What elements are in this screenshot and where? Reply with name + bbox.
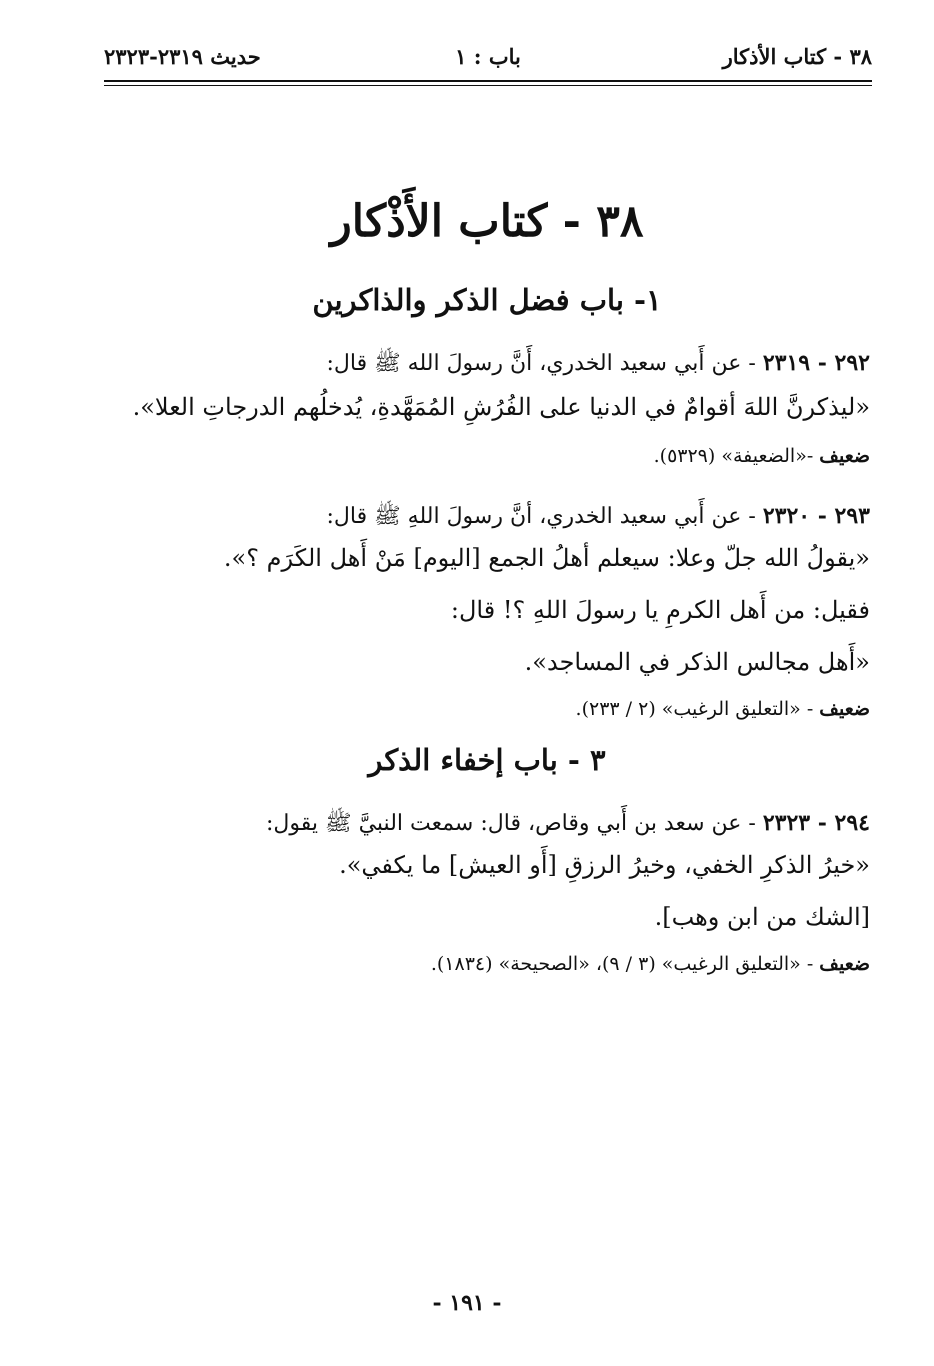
hadith-text-line: «يقولُ الله جلّ وعلا: سيعلم أهلُ الجمع [اليوم] مَنْ أَهل الكَرَم ؟».: [223, 544, 870, 572]
grade-source: - «التعليق الرغيب» (٣ / ٩)، «الصحيحة» (١٨٣٤).: [430, 953, 820, 975]
hadith-text-line: «أَهل مجالس الذكر في المساجد».: [524, 648, 870, 676]
hadith-grade: [104, 441, 870, 471]
chapter-title: ٣ - باب إخفاء الذكر: [368, 743, 606, 777]
header-chapter-label: باب : ١: [455, 44, 521, 69]
hadith-number: ٢٩٤ - ٢٣٢٣: [762, 810, 870, 836]
hadith-number: ٢٩٢ - ٢٣١٩: [762, 350, 870, 376]
hadith-isnad: - عن أَبي سعيد الخدري، أَنَّ رسولَ الله ﷺ قال:: [326, 351, 763, 376]
hadith-text-line: «خيرُ الذكرِ الخفي، وخيرُ الرزقِ [أَو العيش] ما يكفي».: [339, 851, 870, 879]
hadith-heading: [104, 501, 870, 532]
grade-source: -«الضعيفة» (٥٣٢٩).: [653, 445, 820, 467]
running-header: [104, 40, 872, 80]
book-title: ٣٨ - كتاب الأَذْكار: [330, 196, 644, 247]
hadith-heading: [104, 808, 870, 839]
page-body: [104, 180, 870, 979]
grade-label: ضعيف: [819, 698, 870, 720]
grade-label: ضعيف: [819, 953, 870, 975]
hadith-grade: [104, 694, 870, 724]
hadith-text-line: فقيل: من أَهل الكرمِ يا رسولَ اللهِ ؟! قال:: [450, 596, 870, 624]
hadith-text: «ليذكرنَّ اللهَ أقوامٌ في الدنيا على الفُرُشِ المُمَهَّدةِ، يُدخلُهم الدرجاتِ العلا».: [132, 393, 870, 421]
grade-source: - «التعليق الرغيب» (٢ / ٢٣٣).: [575, 698, 820, 720]
page-number: - ١٩١ -: [432, 1290, 502, 1316]
header-hadith-range: حديث ٢٣١٩-٢٣٢٣: [104, 44, 261, 69]
hadith-heading: [104, 348, 870, 379]
hadith-grade: [104, 949, 870, 979]
hadith-isnad: - عن أَبي سعيد الخدري، أنَّ رسولَ اللهِ ﷺ قال:: [326, 504, 763, 529]
chapter-title: ١- باب فضل الذكر والذاكرين: [312, 283, 662, 317]
header-book-label: ٣٨ - كتاب الأذكار: [722, 44, 872, 69]
hadith-isnad: - عن سعد بن أَبي وقاص، قال: سمعت النبيَّ ﷺ يقول:: [266, 811, 763, 836]
hadith-text-line: [الشك من ابن وهب].: [654, 903, 870, 931]
header-rule: [104, 80, 872, 82]
header-rule-thin: [104, 85, 872, 86]
hadith-number: ٢٩٣ - ٢٣٢٠: [762, 503, 870, 529]
grade-label: ضعيف: [819, 445, 870, 467]
